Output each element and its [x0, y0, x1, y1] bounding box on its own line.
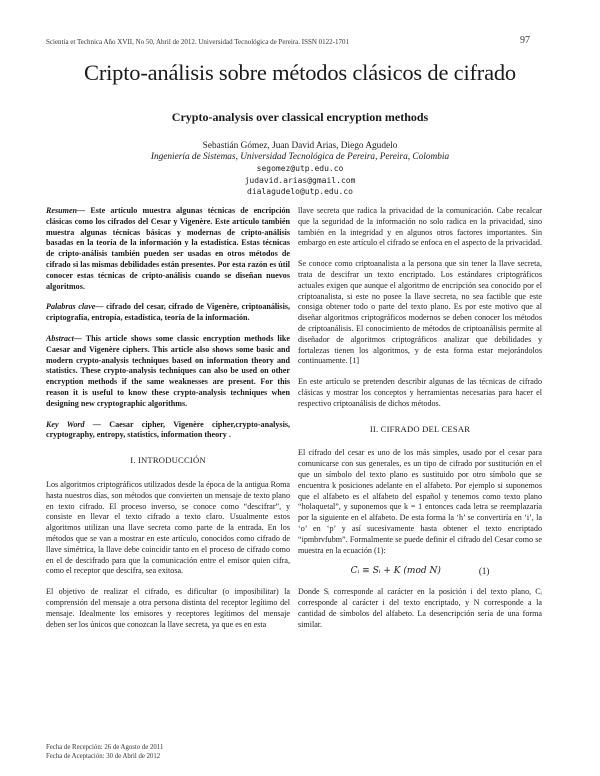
paper-title: Cripto-análisis sobre métodos clásicos de cifrado	[84, 60, 516, 85]
body-paragraph: En este artículo se pretenden describir algunas de las técnicas de cifrado clásicas y mostrar los conceptos y herramientas necesarias para hacer el respectivo criptoanálisis de dichos métodos.	[298, 377, 542, 408]
abstract-text: This article shows some classic encryption methods like Caesar and Vigenère ciphers. This article also shows some basic and modern crypto-analysis techniques based on information theory and statistics. These crypto-analysis techniques can also be used on other encryption methods if the same weaknesses are present. For this reason it is useful to know these crypto-analysis techniques when designing new cryptographic algorithms.	[46, 333, 290, 408]
author-names: Sebastián Gómez, Juan David Arias, Diego Agudelo	[202, 141, 398, 151]
right-column	[298, 206, 542, 640]
paper-subtitle: Crypto-analysis over classical encryption methods	[171, 110, 429, 124]
author-email[interactable]: segomez@utp.edu.co	[256, 164, 344, 173]
page-number: 97	[520, 35, 530, 46]
body-paragraph: El cifrado del cesar es uno de los más simples, usado por el cesar para comunicarse con sus generales, es un tipo de cifrado por sustitución en el que un símbolo del texto plano es sustituido por otro símbolo que se encuentra k posiciones adelante en el alfabeto. Por ejemplo si suponemos que el alfabeto es el alfabeto del español y tenemos como texto plano “holaquetal”, y suponemos que k = 1 entonces cada letra se reemplazaría por la siguiente en el alfabeto. De esta forma la ‘h’ se convertiría en ‘i’, la ‘o’ en ‘p’ y así sucesivamente hasta obtener el texto encriptado “ipmbrvfubm”. Formalmente se puede definir el cifrado del Cesar como se muestra en la ecuación (1):	[298, 448, 542, 555]
section-heading-introduccion: I. INTRODUCCIÓN	[130, 455, 206, 466]
author-affiliation: Ingeniería de Sistemas, Universidad Tecnológica de Pereira, Pereira, Colombia	[150, 152, 450, 162]
author-email[interactable]: dialagudelo@utp.edu.co	[247, 187, 353, 196]
abstract-label: Abstract—	[46, 333, 82, 343]
palabras-clave-label: Palabras clave—	[46, 302, 104, 312]
palabras-clave-paragraph	[46, 302, 290, 324]
equation-1	[298, 566, 542, 577]
keywords-text: Caesar cipher, Vigenère cipher,crypto-analysis, cryptography, entropy, statistics, information theory .	[46, 419, 290, 440]
keywords-label: Key Word —	[46, 419, 101, 429]
resumen-label: Resumen—	[46, 206, 86, 215]
body-paragraph: llave secreta que radica la privacidad de la comunicación. Cabe recalcar que la seguridad de la información no solo radica en la privacidad, sino también en la integridad y en algunos otros factores importantes. Sin embargo en este artículo el cifrado se enfoca en el aspecto de la privacidad.	[298, 206, 542, 248]
section-heading-cifrado-cesar: II. CIFRADO DEL CESAR	[369, 423, 471, 434]
equation-number: (1)	[478, 566, 490, 577]
equation-formula: Cᵢ ≡ Sᵢ + K (mod N)	[350, 566, 441, 577]
left-column	[46, 206, 290, 640]
running-head: Scientia et Technica Año XVII, No 50, Abril de 2012. Universidad Tecnológica de Pereira. ISSN 0122-1701	[46, 38, 349, 46]
intro-paragraph: El objetivo de realizar el cifrado, es dificultar (o imposibilitar) la comprensión del mensaje a otra persona distinta del receptor legítimo del mensaje. Idealmente los emisores y receptores legítimos del mensaje deben ser los únicos que conozcan la llave secreta, ya que es en esta	[46, 587, 290, 629]
resumen-text: Este artículo muestra algunas técnicas de encripción clásicas como los cifrados del Cesar y Vigenère. Este artículo también muestra algunas técnicas básicas y modernas de cripto-análisis basadas en la teoría de la información y la estadística. Estas técnicas de cripto-análisis también pueden ser usadas en otros métodos de cifrado si las mismas debilidades están presentes. Por esta razón es útil conocer estas técnicas de cripto-análisis cuando se diseñan nuevos algoritmos.	[46, 206, 290, 291]
palabras-clave-text: cifrado del cesar, cifrado de Vigenère, criptoanálisis, criptografía, entropía, estadística, teoría de la información.	[46, 302, 290, 323]
footnote-dates	[46, 744, 163, 762]
intro-paragraph: Los algoritmos criptográficos utilizados desde la época de la antigua Roma hasta nuestros días, son métodos que convierten un mensaje de texto plano en texto cifrado. El proceso inverso, se conoce como “descifrar”, y consiste en llevar el texto cifrado a texto claro. Usualmente estos algoritmos utilizan una llave secreta como parte de la entrada. En los métodos que se van a mostrar en este artículo, conocidos como cifrado de llave simétrica, la llave debe coincidir tanto en el proceso de cifrado como en el de descifrado para que la comunicación entre el emisor quien cifra, como el receptor que descifra, sea exitosa.	[46, 479, 290, 576]
abstract-paragraph	[46, 334, 290, 410]
body-paragraph: Se conoce como criptoanalista a la persona que sin tener la llave secreta, trata de descifrar un texto encriptado. Los estándares criptográficos actuales exigen que aunque el algoritmo de encripción sea conocido por el criptoanalista, si este no posee la llave secreta, no sea factible que este consiga obtener todo o parte del texto plano. Es por este motivo que al diseñar algoritmos criptográficos modernos se deben conocer los métodos de criptoanálisis. El conocimiento de métodos de criptoanálisis permite al diseñador de algoritmos criptográficos analizar que debilidades y fortalezas tienen los algoritmos, y de esta forma estar mejorándolos continuamente. [1]	[298, 259, 542, 366]
keywords-paragraph	[46, 420, 290, 442]
author-block	[0, 141, 600, 198]
author-email[interactable]: judavid.arias@gmail.com	[244, 175, 356, 185]
received-date: Fecha de Recepción: 26 de Agosto de 2011	[46, 744, 164, 751]
body-paragraph: Donde Sᵢ corresponde al carácter en la posición i del texto plano, Cᵢ corresponde al carácter i del texto encriptado, y N corresponde a la cantidad de símbolos del alfabeto. La desencripción sería de una forma similar.	[298, 587, 542, 629]
resumen-paragraph	[46, 206, 290, 292]
accepted-date: Fecha de Aceptación: 30 de Abril de 2012	[46, 752, 161, 760]
